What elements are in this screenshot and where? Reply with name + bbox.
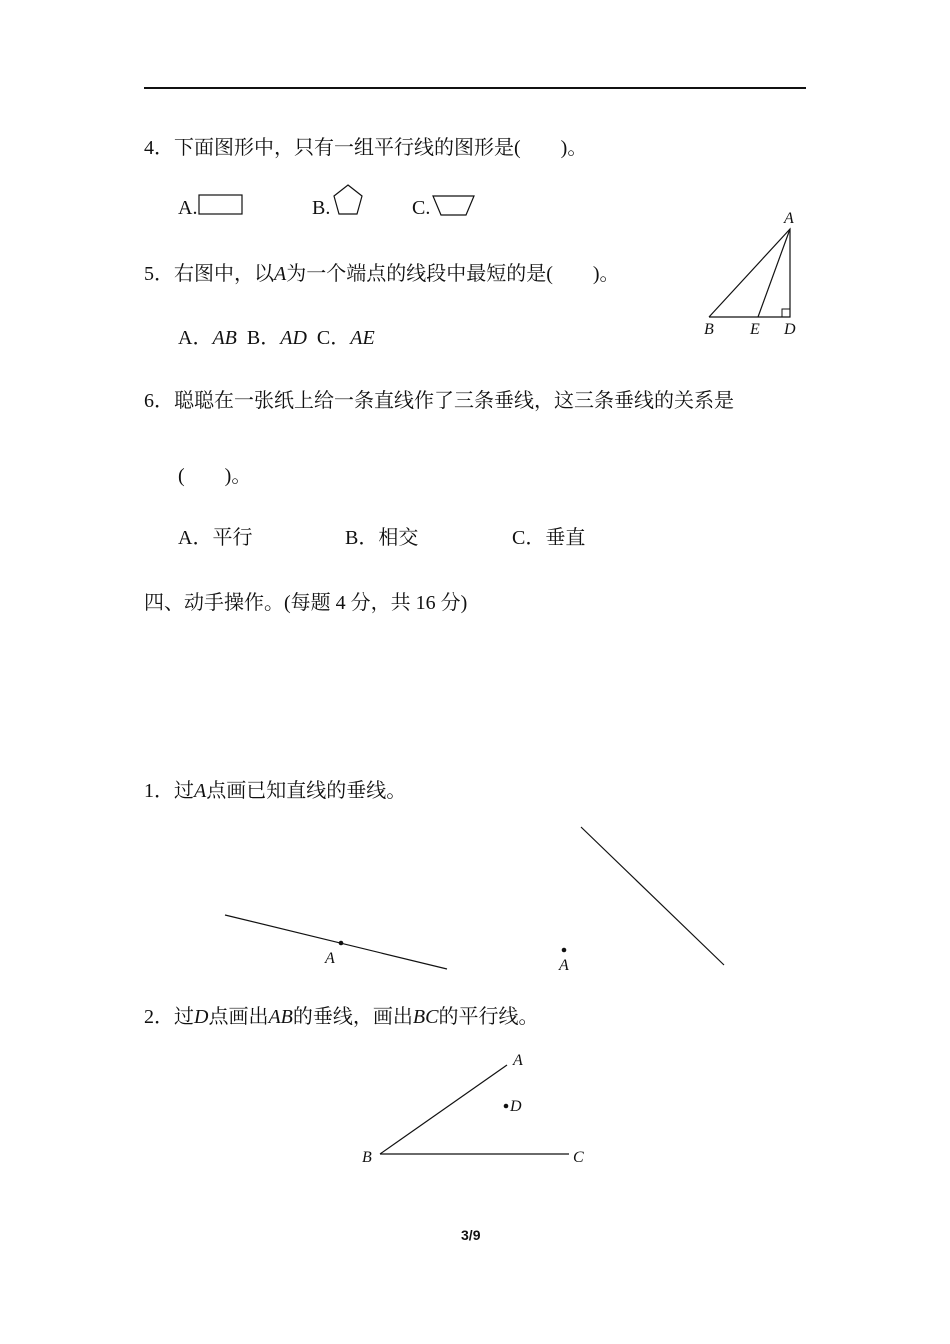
option-letter: B．	[246, 327, 281, 349]
triangle-figure	[700, 205, 812, 343]
q6-option-a	[178, 528, 252, 548]
rectangle-shape-icon	[198, 194, 244, 216]
q4-option-b	[312, 198, 330, 218]
given-line-right	[581, 827, 724, 965]
option-letter: C．	[512, 527, 546, 549]
question-text: 下面图形中，只有一组平行线的图形是( )。	[174, 137, 588, 159]
label-c: C	[573, 1149, 584, 1166]
question-6	[144, 391, 734, 411]
question-number: 6．	[144, 390, 174, 412]
option-letter: B．	[345, 527, 379, 549]
trapezoid-shape-icon	[431, 194, 477, 218]
q5-options	[178, 328, 375, 348]
option-letter: A．	[178, 327, 213, 349]
question-text-post: 点画已知直线的垂线。	[206, 780, 407, 802]
label-a-right: A	[559, 957, 569, 974]
label-b: B	[704, 321, 714, 338]
point-variable: A	[274, 263, 287, 285]
label-d: D	[510, 1098, 522, 1115]
text-segment: 过	[174, 1006, 194, 1028]
practice-2	[144, 1007, 538, 1027]
question-number: 2．	[144, 1006, 174, 1028]
page-total: 9	[472, 1227, 481, 1243]
page-current: 3	[461, 1227, 469, 1243]
option-letter: C．	[316, 327, 351, 349]
point-d	[504, 1104, 509, 1109]
header-rule	[144, 87, 806, 89]
question-text-pre: 过	[174, 780, 194, 802]
option-value: 垂直	[545, 527, 586, 549]
label-a: A	[784, 210, 794, 227]
label-d: D	[784, 321, 796, 338]
text-segment: 点画出	[208, 1006, 269, 1028]
point-a-off-line	[562, 948, 567, 953]
question-number: 4．	[144, 137, 174, 159]
q6-blank: ( )。	[178, 465, 252, 487]
practice-1-figure	[0, 800, 950, 990]
angle-figure	[340, 1040, 610, 1180]
question-4	[144, 138, 587, 158]
option-value: AB	[212, 327, 237, 349]
option-letter: A.	[178, 197, 198, 219]
pentagon-shape-icon	[331, 183, 365, 217]
option-letter: B.	[312, 197, 331, 219]
question-text: 聪聪在一张纸上给一条直线作了三条垂线，这三条垂线的关系是	[174, 390, 734, 412]
page-number	[461, 1228, 480, 1242]
question-text-post: 为一个端点的线段中最短的是( )。	[286, 263, 620, 285]
label-e: E	[750, 321, 760, 338]
question-number: 5．	[144, 263, 174, 285]
point-variable: A	[194, 780, 207, 802]
label-b: B	[362, 1149, 372, 1166]
segment-variable: BC	[412, 1006, 439, 1028]
q6-option-b	[345, 528, 418, 548]
option-letter: C.	[412, 197, 431, 219]
ray-ba	[380, 1065, 507, 1154]
segment-variable: AB	[268, 1006, 293, 1028]
question-number: 1．	[144, 780, 174, 802]
question-5	[144, 264, 620, 284]
option-value: 平行	[212, 527, 253, 549]
section-4-title: 四、动手操作。(每题 4 分，共 16 分)	[144, 592, 468, 614]
label-a: A	[513, 1052, 523, 1069]
question-text-pre: 右图中，以	[174, 263, 274, 285]
page-separator: /	[468, 1227, 473, 1243]
text-segment: 的垂线，画出	[292, 1006, 413, 1028]
point-variable: D	[194, 1006, 209, 1028]
practice-1	[144, 781, 406, 801]
q4-option-c	[412, 198, 430, 218]
option-value: 相交	[378, 527, 419, 549]
text-segment: 的平行线。	[438, 1006, 539, 1028]
q6-option-c	[512, 528, 585, 548]
option-value: AD	[280, 327, 307, 349]
q4-option-a	[178, 198, 197, 218]
label-a-left: A	[325, 950, 335, 967]
point-a-on-line	[339, 941, 344, 946]
given-line-left	[225, 915, 447, 969]
option-value: AE	[350, 327, 375, 349]
option-letter: A．	[178, 527, 213, 549]
